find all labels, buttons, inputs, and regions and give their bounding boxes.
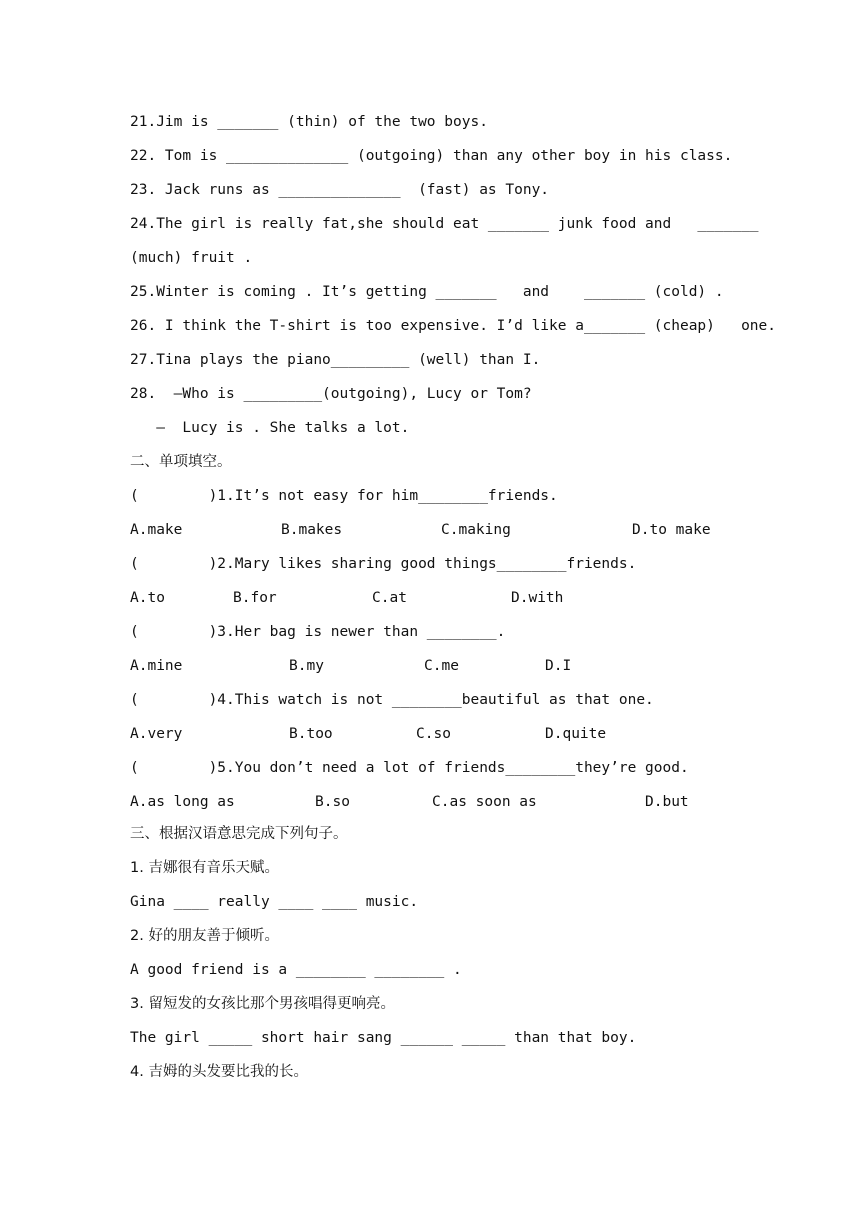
mc-2-option-d: D.with bbox=[511, 590, 564, 606]
mc-3-option-b: B.my bbox=[289, 658, 324, 674]
mc-4-option-d: D.quite bbox=[545, 726, 607, 742]
mc-question-1: ( )1.It’s not easy for him________friends. bbox=[130, 488, 558, 504]
mc-5-option-c: C.as soon as bbox=[432, 794, 537, 810]
question-28-answer: — Lucy is . She talks a lot. bbox=[130, 420, 410, 436]
translation-4-chinese: 4. 吉姆的头发要比我的长。 bbox=[130, 1064, 308, 1080]
mc-question-4: ( )4.This watch is not ________beautiful as that one. bbox=[130, 692, 654, 708]
mc-1-option-a: A.make bbox=[130, 522, 183, 538]
question-25: 25.Winter is coming . It’s getting _______ and _______ (cold) . bbox=[130, 284, 724, 300]
mc-3-option-a: A.mine bbox=[130, 658, 183, 674]
mc-2-option-c: C.at bbox=[372, 590, 407, 606]
translation-1-chinese: 1. 吉娜很有音乐天赋。 bbox=[130, 860, 279, 876]
section-3-heading: 三、根据汉语意思完成下列句子。 bbox=[130, 826, 348, 842]
translation-3-english: The girl _____ short hair sang ______ _____ than that boy. bbox=[130, 1030, 637, 1046]
question-27: 27.Tina plays the piano_________ (well) than I. bbox=[130, 352, 541, 368]
question-22: 22. Tom is ______________ (outgoing) than any other boy in his class. bbox=[130, 148, 733, 164]
mc-5-option-d: D.but bbox=[645, 794, 689, 810]
translation-2-english: A good friend is a ________ ________ . bbox=[130, 962, 462, 978]
translation-3-chinese: 3. 留短发的女孩比那个男孩唱得更响亮。 bbox=[130, 996, 395, 1012]
mc-1-option-c: C.making bbox=[441, 522, 511, 538]
mc-4-option-a: A.very bbox=[130, 726, 183, 742]
question-24: 24.The girl is really fat,she should eat _______ junk food and _______ bbox=[130, 216, 759, 232]
question-28: 28. —Who is _________(outgoing), Lucy or Tom? bbox=[130, 386, 532, 402]
mc-4-option-b: B.too bbox=[289, 726, 333, 742]
mc-2-option-a: A.to bbox=[130, 590, 165, 606]
question-23: 23. Jack runs as ______________ (fast) as Tony. bbox=[130, 182, 550, 198]
mc-1-option-b: B.makes bbox=[281, 522, 343, 538]
mc-4-option-c: C.so bbox=[416, 726, 451, 742]
translation-2-chinese: 2. 好的朋友善于倾听。 bbox=[130, 928, 279, 944]
question-26: 26. I think the T-shirt is too expensive. I’d like a_______ (cheap) one. bbox=[130, 318, 777, 334]
mc-2-option-b: B.for bbox=[233, 590, 277, 606]
mc-3-option-c: C.me bbox=[424, 658, 459, 674]
question-21: 21.Jim is _______ (thin) of the two boys. bbox=[130, 114, 488, 130]
mc-question-5: ( )5.You don’t need a lot of friends________they’re good. bbox=[130, 760, 689, 776]
mc-1-option-d: D.to make bbox=[632, 522, 711, 538]
mc-5-option-b: B.so bbox=[315, 794, 350, 810]
section-2-heading: 二、单项填空。 bbox=[130, 454, 232, 470]
question-24-cont: (much) fruit . bbox=[130, 250, 253, 266]
mc-5-option-a: A.as long as bbox=[130, 794, 235, 810]
mc-3-option-d: D.I bbox=[545, 658, 572, 674]
mc-question-2: ( )2.Mary likes sharing good things________friends. bbox=[130, 556, 637, 572]
translation-1-english: Gina ____ really ____ ____ music. bbox=[130, 894, 419, 910]
mc-question-3: ( )3.Her bag is newer than ________. bbox=[130, 624, 506, 640]
